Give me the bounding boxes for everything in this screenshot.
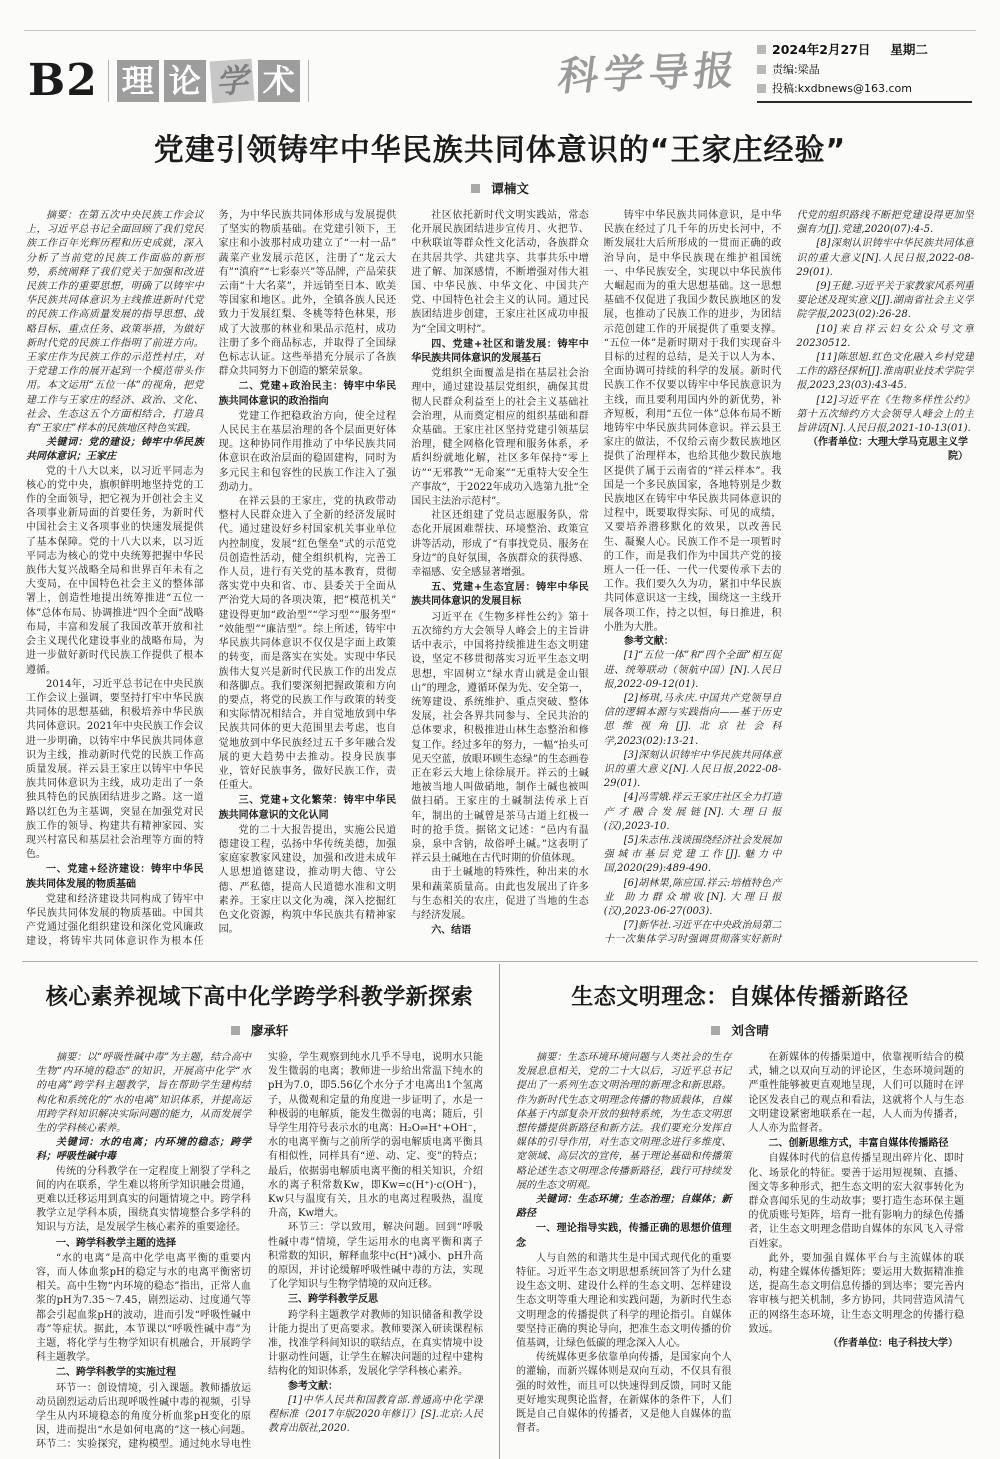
reference-item: [5]朱志伟.浅谈围绕经济社会发展加强城市基层党建工作[J].魅力中国,2020(29):489-490. <box>603 834 782 875</box>
main-article-title: 党建引领铸牢中华民族共同体意识的“王家庄经验” <box>153 133 847 168</box>
section-heading: 二、党建+政治民主：铸牢中华民族共同体意识的政治指向 <box>218 381 397 407</box>
body-paragraph: 环节一：创设情境，引入课题。教师播放运动员剧烈运动后出现呼吸性碱中毒的视频，引导学生从内环境稳态的角度分析血浆pH变化的原因，进而提出“水是如何电离的”这一核心问题。环节二：实验探究，建构模型。通过纯水导电性实验，学生观察到纯水几乎不导电，说明水只能发生微弱的电离；教师进一步给出常温下纯水的pH为7.0，即5.56亿个水分子才电离出1个氢离子，从微观和定量的角度进一步证明了，水是一种极弱的电解质，能发生微弱的电离；随后，引导学生用符号表示水的电离：H₂O⇌H⁺+OH⁻，水的电离平衡与之前所学的弱电解质电离平衡具有相似性，同样具有“逆、动、定、变”的特点；最后，依据弱电解质电离平衡的相关知识，介绍水的离子积常数Kw，即Kw=c(H⁺)·c(OH⁻)，Kw只与温度有关，且水的电离过程吸热，温度升高，Kw增大。 <box>36 1052 483 1451</box>
reference-item: [9]王健.习近平关于家教家风系列重要论述及现实意义[J].湖南省社会主义学院学报,2023(02):26-28. <box>796 281 974 321</box>
section-heading: 一、党建+经济建设：铸牢中华民族共同体发展的物质基础 <box>26 864 204 890</box>
section-heading: 六、结语 <box>431 925 472 937</box>
reference-item: [1]中华人民共和国教育部.普通高中化学课程标准（2017年版2020年修订）[S].北京:人民教育出版社,2020. <box>268 1394 483 1435</box>
body-paragraph: 传统媒体更多依靠单向传播，是国家向个人的灌输，而新兴媒体则是双向互动，不仅具有很强的时效性，而且可以快速得到反馈，同时又能更好地实现舆论监督，在新媒体的条件下，人们既是自己自媒体的传播者，又是他人自媒体的监督者。 <box>516 1352 732 1435</box>
header-right <box>555 35 972 103</box>
right-article-byline <box>516 1021 964 1039</box>
body-paragraph: 跨学科主题教学对教师的知识储备和教学设计能力提出了更高要求。教师要深入研读课程标准，找准学科间知识的联结点，在真实情境中设计驱动性问题，让学生在解决问题的过程中建构结构化的知识体系，发展化学学科核心素养。 <box>268 1309 483 1378</box>
bullet-square-icon <box>757 84 766 93</box>
references-heading: 参考文献： <box>288 1380 338 1392</box>
main-article <box>26 125 974 951</box>
section-tile: 理 <box>117 60 159 102</box>
body-paragraph: 铸牢中华民族共同体意识，是中华民族在经过了几千年的历史长河中，不断发展壮大后所形成的一贯而正确的政治导向，是中华民族现在维护祖国统一、中华民族安全，实现以中华民族伟大崛起而为的重大思想基础。这一思想基础不仅促进了我国少数民族地区的发展，也推动了民族工作的进步，为团结示范创建工作的开展提供了重要支撑。“五位一体”是新时期对于我们实现奋斗目标的过程的总结，是关于以人为本、全面协调可持续的科学的发展。新时代民族工作不仅要以铸牢中华民族意识为主线，而且要利用国内外的新优势，补齐短板，利用“五位一体”总体布局不断地铸牢中华民族共同体意识。祥云县王家庄的做法，不仅给云南少数民族地区提供了治理样本，也给其他少数民族地区提供了属于云南省的“祥云样本”。我国是一个多民族国家，各地特别是少数民族地区在铸牢中华民族共同体意识的过程中，既要取得实际、可见的成绩，又要培养潜移默化的效果，以改善民生、凝聚人心。民族工作不是一项暂时的工作，而是我们作为中国共产党的接班人一任一任、一代一代要传承下去的工作。我们要久久为功，紧扣中华民族共同体意识这一主线，围绕这一主线开展各项工作，持之以恒，每日推进，积小胜为大胜。 <box>603 210 782 633</box>
edition-label: B2 <box>28 55 98 106</box>
body-paragraph: 在祥云县的王家庄，党的执政带动整村人民群众进入了全新的经济发展时代。通过建设好乡村国家机关事业单位内控制度，发展“红色堡垒”式的示范党员创造性活动，健全组织机构，完善工作人员，进行有关党的基本教育，贯彻落实党中央和省、市、县委关于全面从严治党大局的各项决策，把“模范机关”建设得更加“政治型”“学习型”“服务型”“效能型”“廉洁型”。综上所述，铸牢中华民族共同体意识不仅仅是字面上政策的转变，而是落实在实处。实现中华民族伟大复兴是新时代民族工作的出发点和落脚点。我们要深刻把握政策和方向的要点，将党的民族工作与政策的转变和实际情况相结合，并自觉地放到中华民族共同体的更大范围里去考虑，也自觉地放到中华民族经过五千多年融合发展的更大趋势中去推动。投身民族事业，管好民族事务，做好民族工作，责任重大。 <box>218 496 397 792</box>
byline-square-icon <box>231 1026 240 1035</box>
left-article-title: 核心素养视域下高中化学跨学科教学新探索 <box>45 985 474 1010</box>
body-paragraph: 2014年，习近平总书记在中央民族工作会议上强调，要坚持打牢中华民族共同体的思想基础，积极培养中华民族共同体意识。2021年中央民族工作会议进一步明确，以铸牢中华民族共同体意识为主线，推动新时代党的民族工作高质量发展。祥云县王家庄以铸牢中华民族共同体意识为主线，成功走出了一条独具特色的民族团结进步之路。这一道路以红色为主基调，突显在加强党对民族工作的领导、构建共有精神家园、实现兴村富民和基层社会治理等方面的特色。 <box>26 678 204 861</box>
keywords-line: 关键词：生态环境；生态治理；自媒体；新路径 <box>516 1194 732 1220</box>
publication-weekday: 星期二 <box>890 42 928 57</box>
section-tile: 论 <box>164 60 206 102</box>
author-name: 廖承轩 <box>250 1023 289 1038</box>
editor-line <box>757 61 970 77</box>
header-left <box>28 55 309 106</box>
section-heading: 三、党建+文化繁荣：铸牢中华民族共同体意识的文化认同 <box>218 795 397 821</box>
bullet-square-icon <box>757 45 766 54</box>
body-paragraph: 此外，要加强自媒体平台与主流媒体的联动，构建全媒体传播矩阵；要运用大数据精准推送，提高生态文明信息传播的到达率；要完善内容审核与把关机制，多方协同，共同营造风清气正的网络生态环境，让生态文明理念的传播行稳致远。 <box>748 1252 964 1335</box>
body-paragraph: 自媒体时代的信息传播呈现出碎片化、即时化、场景化的特征。要善于运用短视频、直播、图文等多种形式，把生态文明的宏大叙事转化为群众喜闻乐见的生动故事；要打造生态环保主题的优质账号矩阵，培育一批有影响力的绿色传播者，让生态文明理念借助自媒体的东风飞入寻常百姓家。 <box>748 1153 964 1250</box>
bottom-left-article <box>26 964 500 1459</box>
body-paragraph: 党的十八大以来，以习近平同志为核心的党中央，旗帜鲜明地坚持党的工作的全面领导，把它视为开创社会主义各项事业新局面的首要任务，为新时代中国社会主义各项事业的快速发展提供了基本保障。党的十八大以来，以习近平同志为核心的党中央统筹把握中华民族伟大复兴战略全局和世界百年未有之大变局，在中国特色社会主义的整体部署上，创造性地提出统筹推进“五位一体”总体布局、协调推进“四个全面”战略布局，丰富和发展了我国改革开放和社会主义现代化建设事业的战略布局，为进一步做好新时代民族工作提供了根本遵循。 <box>26 465 204 676</box>
reference-item: [4]冯雪娥.祥云王家庄社区全力打造产才融合发展链[N].大理日报(汉),2023-10. <box>603 792 782 832</box>
reference-item: [10]来自祥云妇女公众号文章20230512. <box>796 323 974 349</box>
author-affiliation: （作者单位：大理大学马克思主义学院） <box>807 437 968 463</box>
submission-line <box>757 80 970 96</box>
body-paragraph: 党建和经济建设共同构成了铸牢中华民族共同体发展的物质基础。中国共产党通过强化组织建设和深化党风廉政建设，将铸牢共同体意识作为根本任务，为中华民族共同体形成与发展提供了坚实的物质基础。在党建引领下，王家庄和小波那村成功建立了“一村一品”蔬菜产业发展示范区，注册了“龙云大有”“滇府”“七彩泰兴”等品牌，产品荣获云南“十大名菜”，并远销至日本、欧美等国家和地区。此外，全镇各族人民还致力于发展红梨、冬桃等特色林果，形成了大波那的林业和果品示范村，成功注册了多个商品标志，并取得了全国绿色标志认证。这些举措充分展示了各族群众共同努力下创造的繁荣景象。 <box>26 210 397 948</box>
body-paragraph: 人与自然的和谐共生是中国式现代化的重要特征。习近平生态文明思想系统回答了为什么建设生态文明、建设什么样的生态文明、怎样建设生态文明等重大理论和实践问题，为新时代生态文明理念的传播提供了科学的理论指引。自媒体要坚持正确的舆论导向，把准生态文明传播的价值基调，让绿色低碳的理念深入人心。 <box>516 1252 732 1350</box>
reference-item: [2]杨琪,马永庆.中国共产党领导自信的逻辑本源与实践指向——基于历史思维视角[J].北京社会科学,2023(02):13-21. <box>603 692 782 747</box>
masthead-logo: 科学导报 <box>555 46 743 101</box>
author-name: 谭楠文 <box>491 181 529 196</box>
section-heading: 三、跨学科教学反思 <box>288 1294 378 1306</box>
right-article-columns <box>516 1051 964 1459</box>
reference-item: [8]深刻认识铸牢中华民族共同体意识的重大意义[N].人民日报,2022-08-29(01). <box>796 238 974 278</box>
reference-item: [1]“五位一体”和“四个全面”相互促进、统筹联动（领航中国）[N].人民日报,2022-09-12(01). <box>603 650 782 690</box>
bullet-square-icon <box>757 65 766 74</box>
body-paragraph: 社区依托新时代文明实践站，常态化开展民族团结进步宣传月、火把节、中秋联谊等群众性文化活动，各族群众在共居共学、共建共享、共事共乐中增进了解、加深感情，不断增强对伟大祖国、中华民族、中华文化、中国共产党、中国特色社会主义的认同。通过民族团结进步创建，王家庄社区成功申报为“全国文明村”。 <box>411 210 589 335</box>
abstract-paragraph: 摘要：以“呼吸性碱中毒”为主题，结合高中生物“内环境的稳态”的知识，开展高中化学“水的电离”跨学科主题教学，旨在帮助学生建构结构化和系统化的“水的电离”知识体系，并提高运用跨学科知识解决实际问题的能力，从而发展学生的学科核心素养。 <box>36 1052 251 1135</box>
reference-item: [11]陈思旭.红色文化融入乡村党建工作的路径探析[J].淮南职业技术学院学报,2023,23(03):43-45. <box>796 352 974 392</box>
section-tile: 学 <box>209 59 254 104</box>
right-article-title: 生态文明理念：自媒体传播新路径 <box>571 985 909 1010</box>
section-heading: 一、跨学科教学主题的选择 <box>56 1237 176 1249</box>
byline-square-icon <box>471 184 480 193</box>
section-title-tiles <box>108 60 309 102</box>
section-heading: 一、理论指导实践，传播正确的思想价值理念 <box>516 1223 732 1249</box>
body-paragraph: 由于土碱地的特殊性，种出来的水果和蔬菜质量高。由此也发展出了许多与生态相关的农庄，促进了当地的生态与经济发展。 <box>411 867 589 921</box>
section-heading: 四、党建+社区和谐发展：铸牢中华民族共同体意识的发展基石 <box>411 338 589 365</box>
keywords-line: 关键词：水的电离；内环境的稳态；跨学科；呼吸性碱中毒 <box>36 1137 251 1163</box>
section-divider <box>22 961 978 962</box>
byline-square-icon <box>711 1026 720 1035</box>
author-name: 刘含晴 <box>731 1023 769 1038</box>
editor-name: 责编:梁晶 <box>772 63 820 76</box>
section-tile: 术 <box>258 60 300 102</box>
body-paragraph: 传统的分科教学在一定程度上割裂了学科之间的内在联系，学生难以将所学知识融会贯通，更难以迁移运用到真实的问题情境之中。跨学科教学立足学科本质，围绕真实情境整合多学科的知识与方法，是发展学生核心素养的重要途径。 <box>36 1165 251 1234</box>
publication-info <box>757 35 972 103</box>
references-heading: 参考文献： <box>623 636 674 648</box>
body-paragraph: “水的电离”是高中化学电离平衡的重要内容，而人体血浆pH的稳定与水的电离平衡密切相关。高中生物“内环境的稳态”指出，正常人血浆的pH为7.35～7.45，剧烈运动、过度通气等都会引起血浆pH的波动，进而引发“呼吸性碱中毒”等症状。据此，本节课以“呼吸性碱中毒”为主题，将化学与生物学知识有机融合，开展跨学科主题教学。 <box>36 1252 251 1364</box>
page-header <box>26 1 974 109</box>
reference-item: [12]习近平在《生物多样性公约》第十五次缔约方大会领导人峰会上的主旨讲话[N].人民日报,2021-10-13(01). <box>796 394 974 435</box>
abstract-paragraph: 摘要：在第五次中央民族工作会议上，习近平总书记全面回顾了我们党民族工作百年光辉历程和历史成就，深入分析了当前党的民族工作面临的新形势，系统阐释了我们党关于加强和改进民族工作的重要思想，明确了以铸牢中华民族共同体意识为主线推进新时代党的民族工作高质量发展的指导思想、战略目标、重点任务、政策举措，为做好新时代党的民族工作指明了前进方向。王家庄作为民族工作的示范性村庄，对于党建工作的展开起到一个模范带头作用。本文运用“五位一体”的视角，把党建工作与王家庄的经济、政治、文化、社会、生态这五个方面相结合，打造具有“王家庄”样本的民族地区特色实践。 <box>26 210 204 435</box>
publication-date: 2024年2月27日 <box>772 42 871 57</box>
body-paragraph: 社区还组建了党员志愿服务队，常态化开展困难帮扶、环境整治、政策宣讲等活动，形成了“有事找党员、服务在身边”的良好氛围，各族群众的获得感、幸福感、安全感显著增强。 <box>411 510 589 579</box>
top-rule-divider <box>24 30 976 31</box>
abstract-paragraph: 摘要：生态环境环境问题与人类社会的生存发展息息相关，党的二十大以后，习近平总书记提出了一系列生态文明治理的新理念和新思路。作为新时代生态文明理念传播的物质载体，自媒体基于内部复杂开放的独特系统，为生态文明思想传播提供新路径和新方法。我们要充分发挥自媒体的引导作用，对生态文明理念进行多维度、宽领域、高层次的宣传，基于理论基础和传播策略论述生态文明理念传播新路径，践行可持续发展的生态文明观。 <box>516 1052 732 1191</box>
section-heading: 五、党建+生态宜居：铸牢中华民族共同体意识的发展目标 <box>411 582 589 608</box>
reference-item: [6]胡林果,陈应国.祥云:培植特色产业 助力群众增收[N].大理日报(汉),2023-06-27(003). <box>603 877 782 917</box>
left-article-columns <box>36 1051 483 1459</box>
section-heading: 二、跨学科教学的实施过程 <box>56 1367 176 1379</box>
reference-item: [7]新华社.习近平在中央政治局第二十一次集体学习时强调贯彻落实好新时代党的组织路线不断把党建设得更加坚强有力[J].党建,2020(07):4-5. <box>603 210 974 946</box>
bottom-section <box>26 964 974 1459</box>
body-paragraph: 在新媒体的传播渠道中，依靠视听结合的模式，辅之以双向互动的评论区，生态环境问题的严重性能够被更直观地呈现，人们可以随时在评论区发表自己的观点和看法，这就将个人与生态文明建设紧密地联系在一起，人人而为传播者，人人亦为监督者。 <box>748 1052 964 1135</box>
body-paragraph: 环节三：学以致用，解决问题。回到“呼吸性碱中毒”情境，学生运用水的电离平衡和离子积常数的知识，解释血浆中c(H⁺)减小、pH升高的原因，并讨论缓解呼吸性碱中毒的方法，实现了化学知识与生物学情境的双向迁移。 <box>268 1222 483 1291</box>
keywords-line: 关键词：党的建设；铸牢中华民族共同体意识；王家庄 <box>26 437 204 463</box>
section-heading: 二、创新思维方式，丰富自媒体传播路径 <box>768 1138 949 1150</box>
left-article-byline <box>36 1021 483 1039</box>
bottom-right-article <box>500 964 974 1459</box>
body-paragraph: 党建工作把稳政治方向，使全过程人民民主在基层治理的各个层面更好体现。这种协同作用推动了中华民族共同体意识在政治层面的稳固建构，同时为多元民主和包容性的民族工作注入了强劲动力。 <box>218 410 397 493</box>
submission-email: 投稿:kxdbnews@163.com <box>772 82 913 95</box>
author-affiliation: （作者单位：电子科技大学） <box>828 1338 958 1350</box>
body-paragraph: 党组织全面覆盖是指在基层社会治理中，通过建设基层党组织，确保其贯彻人民群众利益至上的社会主义基础社会治理，从而奠定相应的组织基础和群众基础。王家庄社区坚持党建引领基层治理，健全网格化管理和服务体系，矛盾纠纷就地化解，社区多年保持“零上访”“无邪教”“无命案”“无重特大安全生产事故”，于2022年成功入选第九批“全国民主法治示范村”。 <box>411 368 589 508</box>
main-article-columns <box>26 209 974 951</box>
main-article-byline <box>26 179 974 197</box>
publication-date-line <box>757 40 970 58</box>
body-paragraph: 党的二十大报告提出，实施公民道德建设工程，弘扬中华传统美德，加强家庭家教家风建设，加强和改进未成年人思想道德建设，推动明大德、守公德、严私德，提高人民道德水准和文明素养。王家庄以文化为魂，深入挖掘红色文化资源，构筑中华民族共有精神家园。 <box>218 824 397 936</box>
reference-item: [3]深刻认识铸牢中华民族共同体意识的重大意义[N].人民日报,2022-08-29(01). <box>603 749 782 790</box>
body-paragraph: 习近平在《生物多样性公约》第十五次缔约方大会领导人峰会上的主旨讲话中表示，中国将持续推进生态文明建设，坚定不移贯彻落实习近平生态文明思想，牢固树立“绿水青山就是金山银山”的理念，遵循环保为先、安全第一，统筹建设、系统维护、重点突破、整体发展，社会各界共同参与、全民共治的总体要求，积极推进山林生态整治和修复工作。经过多年的努力，一幅“抬头可见天空蓝，放眼环顾生态绿”的生态画卷正在彩云大地上徐徐展开。祥云的土碱地被当地人叫做硝地，制作土碱也被叫做扫硝。王家庄的土碱制法传承上百年，制出的土碱曾是茶马古道上红极一时的抢手货。据铭文记述：“邑内有温泉，泉中含钠，故俗呼土碱。”这表明了祥云县土碱地在古代时期的价值体现。 <box>411 611 589 865</box>
